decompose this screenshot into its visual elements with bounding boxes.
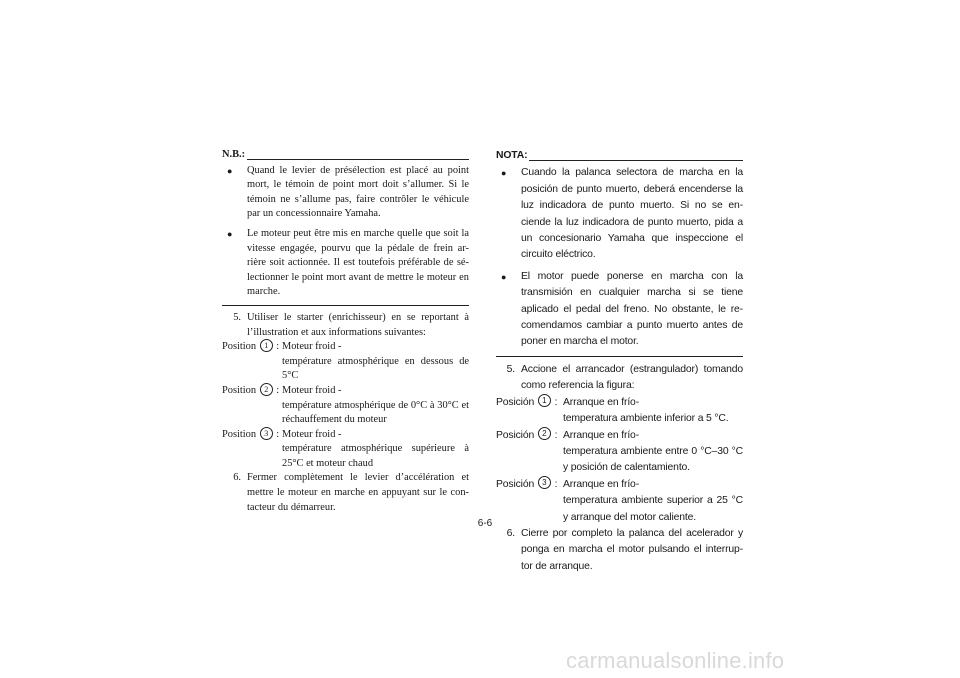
circled-number-icon: 3 <box>538 476 551 489</box>
position-line2: température atmosphérique en dessous de 5°C <box>282 355 469 382</box>
position-label: Position 2 : <box>222 384 280 396</box>
step-6 <box>496 526 743 575</box>
bullet-dot-icon: ● <box>227 165 233 176</box>
note-divider <box>222 305 469 306</box>
position-line1: Moteur froid - <box>282 428 342 440</box>
note-bullet-text: Cuando la palanca selectora de marcha en la posición de punto muerto, deberá encenderse la luz indicadora de punto muerto. Si no se en-ciende la luz indicadora de punto muerto, pida a un concesionario Yamaha que inspeccione el circuito eléctrico. <box>521 167 743 261</box>
bullet-dot-icon: ● <box>501 271 507 282</box>
step-number: 5. <box>233 311 241 323</box>
note-divider <box>496 356 743 357</box>
circled-number-icon: 1 <box>260 339 273 352</box>
circled-number-icon: 2 <box>260 383 273 396</box>
position-entry <box>222 340 469 384</box>
circled-number-icon: 1 <box>538 394 551 407</box>
position-entry <box>496 395 743 428</box>
position-line2: temperatura ambiente entre 0 °C–30 °C y posición de calentamiento. <box>563 445 743 474</box>
position-line2: temperatura ambiente superior a 25 °C y arranque del motor caliente. <box>563 495 743 523</box>
position-entry <box>222 428 469 472</box>
position-label: Posición 2 : <box>496 429 558 441</box>
step-text: Accione el arrancador (estrangulador) tomando como referencia la figura: <box>521 363 743 392</box>
bullet-dot-icon: ● <box>501 168 507 179</box>
position-line1: Arranque en frío- <box>563 396 639 408</box>
position-line1: Moteur froid - <box>282 341 342 353</box>
position-line2: température atmosphérique supérieure à 25°C et moteur chaud <box>282 443 469 469</box>
note-bullet <box>496 269 743 351</box>
step-number: 6. <box>506 527 515 539</box>
step-number: 5. <box>506 363 515 375</box>
french-column <box>222 148 469 515</box>
step-5 <box>222 311 469 340</box>
position-entry <box>496 428 743 477</box>
position-label: Position 1 : <box>222 341 280 353</box>
note-bullet <box>496 165 743 263</box>
note-label: N.B.: <box>222 149 246 160</box>
position-line2: température atmosphérique de 0°C à 30°C et réchauffement du moteur <box>282 399 469 426</box>
step-text: Utiliser le starter (enrichisseur) en se reportant à l’illustration et aux informations suivantes: <box>247 311 469 338</box>
note-rule <box>529 160 743 161</box>
circled-number-icon: 3 <box>260 427 273 440</box>
note-bullet <box>222 227 469 300</box>
step-number: 6. <box>233 472 241 484</box>
note-label: NOTA: <box>496 150 528 161</box>
note-bullet <box>222 164 469 222</box>
position-entry <box>496 477 743 526</box>
spanish-column <box>496 148 743 575</box>
position-line1: Moteur froid - <box>282 384 342 396</box>
note-rule <box>247 159 469 160</box>
note-heading <box>496 148 743 164</box>
note-bullet-text: Quand le levier de présélection est placé au point mort, le témoin de point mort doit s’allumer. Si le témoin ne s’allume pas, faire contrôler le véhicule par un concessionnaire Yamaha. <box>247 164 469 220</box>
position-label: Posición 3 : <box>496 478 558 490</box>
step-text: Cierre por completo la palanca del acelerador y ponga en marcha el motor pulsando el interrup-tor de arranque. <box>521 527 743 572</box>
page-number: 6-6 <box>477 518 493 529</box>
position-line1: Arranque en frío- <box>563 478 639 490</box>
bullet-dot-icon: ● <box>227 228 233 239</box>
note-heading <box>222 148 469 163</box>
step-text: Fermer complètement le levier d’accélération et mettre le moteur en marche en appuyant sur le con-tacteur du démarreur. <box>247 472 469 513</box>
step-6 <box>222 471 469 515</box>
position-label: Posición 1 : <box>496 396 558 408</box>
circled-number-icon: 2 <box>538 427 551 440</box>
note-bullet-text: El motor puede ponerse en marcha con la transmisión en cualquier marcha si se tiene aplicado el pedal del freno. No obstante, le re-comendamos cambiar a punto muerto antes de poner en marcha el motor. <box>521 270 743 348</box>
note-bullet-text: Le moteur peut être mis en marche quelle que soit la vitesse engagée, pourvu que la pédale de frein ar-rière soit actionnée. Il est toutefois préférable de sé-lectionner le point mort avant de mettre le moteur en marche. <box>247 227 469 298</box>
watermark: carmanualsonline.info <box>566 648 785 673</box>
position-line2: temperatura ambiente inferior a 5 °C. <box>563 413 729 425</box>
position-entry <box>222 384 469 428</box>
position-label: Position 3 : <box>222 428 280 440</box>
position-line1: Arranque en frío- <box>563 429 639 441</box>
step-5 <box>496 362 743 395</box>
